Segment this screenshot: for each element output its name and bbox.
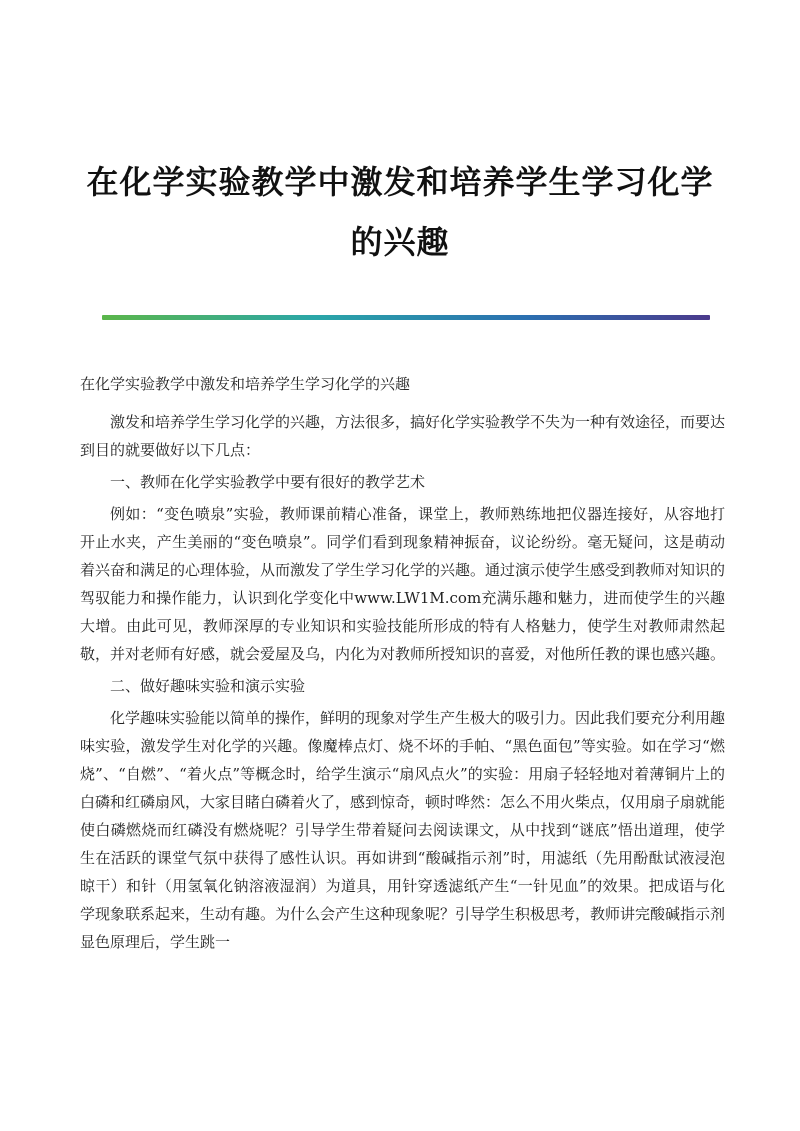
intro-paragraph: 激发和培养学生学习化学的兴趣，方法很多，搞好化学实验教学不失为一种有效途径，而要达到目的就要做好以下几点： <box>80 413 726 459</box>
section-2-paragraph: 化学趣味实验能以简单的操作，鲜明的现象对学生产生极大的吸引力。因此我们要充分利用趣味实验，激发学生对化学的兴趣。像魔棒点灯、烧不坏的手帕、“黑色面包”等实验。如在学习“燃烧”、“自燃”、“着火点”等概念时，给学生演示“扇风点火”的实验：用扇子轻轻地对着薄铜片上的白磷和红磷扇风，大家目睹白磷着火了，感到惊奇，顿时哗然：怎么不用火柴点，仅用扇子扇就能使白磷燃烧而红磷没有燃烧呢？引导学生带着疑问去阅读课文，从中找到“谜底”悟出道理，使学生在活跃的课堂气氛中获得了感性认识。再如讲到“酸碱指示剂”时，用滤纸（先用酚酞试液浸泡晾干）和针（用氢氧化钠溶液湿润）为道具，用针穿透滤纸产生“一针见血”的效果。把成语与化学现象联系起来，生动有趣。为什么会产生这种现象呢？引导学生积极思考，教师讲完酸碱指示剂显色原理后，学生跳一 <box>80 709 726 951</box>
section-heading-2: 二、做好趣味实验和演示实验 <box>110 677 306 695</box>
document-body <box>80 370 725 960</box>
section-1-paragraph: 例如：“变色喷泉”实验，教师课前精心准备，课堂上，教师熟练地把仪器连接好，从容地打开止水夹，产生美丽的“变色喷泉”。同学们看到现象精神振奋，议论纷纷。毫无疑问，这是萌动着兴奋和满足的心理体验，从而激发了学生学习化学的兴趣。通过演示使学生感受到教师对知识的驾驭能力和操作能力，认识到化学变化中www.LW1M.com充满乐趣和魅力，进而使学生的兴趣大增。由此可见，教师深厚的专业知识和实验技能所形成的特有人格魅力，使学生对教师肃然起敬，并对老师有好感，就会爱屋及乌，内化为对教师所授知识的喜爱，对他所任教的课也感兴趣。 <box>80 505 726 663</box>
document-subtitle: 在化学实验教学中激发和培养学生学习化学的兴趣 <box>80 375 411 393</box>
section-heading-1: 一、教师在化学实验教学中要有很好的教学艺术 <box>110 473 426 491</box>
title-divider <box>102 315 710 320</box>
document-title: 在化学实验教学中激发和培养学生学习化学的兴趣 <box>86 163 714 261</box>
